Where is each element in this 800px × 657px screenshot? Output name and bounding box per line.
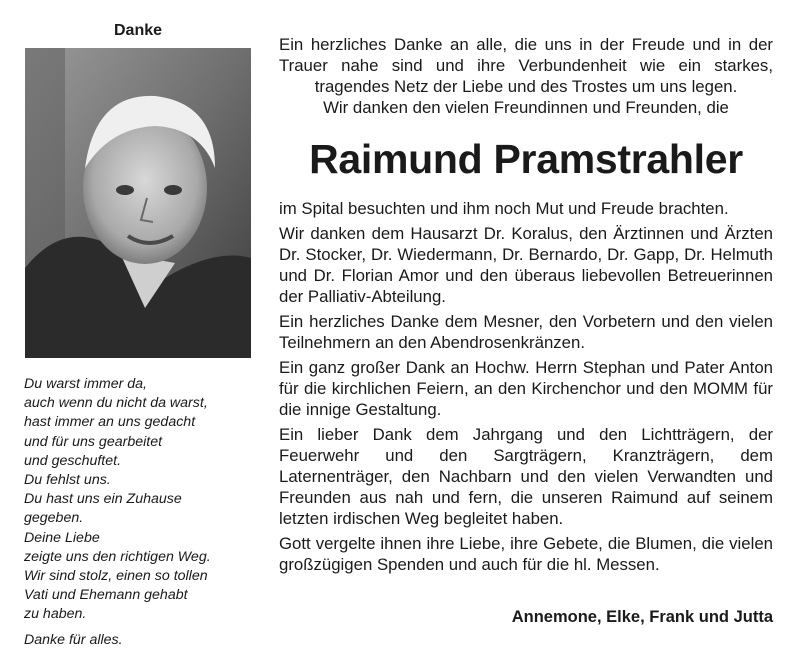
- thanks-paragraph: Gott vergelte ihnen ihre Liebe, ihre Gebete, die Blumen, die vielen großzügigen Spenden und auch für die hl. Messen.: [279, 534, 773, 574]
- poem-line: zeigte uns den richtigen Weg.: [24, 548, 211, 565]
- poem-line: Deine Liebe: [24, 529, 100, 546]
- signoff: Annemone, Elke, Frank und Jutta: [511, 608, 773, 626]
- intro-continuation: Wir danken den vielen Freundinnen und Freunden, die: [323, 98, 729, 117]
- poem-closing: Danke für alles.: [24, 631, 123, 648]
- thanks-paragraph: Ein lieber Dank dem Jahrgang und den Lichtträgern, der Feuerwehr und den Sargträgern, Kranzträgern, dem Laternenträger, den Nachbarn und den vielen Verwandten und Freunden aus nah und fern, die unseren Raimund auf seinem letzten irdischen Weg begleitet haben.: [279, 425, 773, 528]
- poem-line: gegeben.: [24, 510, 84, 527]
- poem-line: Du hast uns ein Zuhause: [24, 491, 182, 508]
- intro-text: Ein herzliches Danke an alle, die uns in der Freude und in der Trauer nahe sind und ihre Verbundenheit wie ein starkes, tragendes Netz der Liebe und des Trostes um uns legen.: [279, 35, 773, 96]
- deceased-name: Raimund Pramstrahler: [309, 136, 743, 182]
- right-column: [279, 34, 773, 579]
- poem-line: Wir sind stolz, einen so tollen: [24, 568, 208, 585]
- poem-line: Du fehlst uns.: [24, 472, 111, 489]
- heading: Danke: [113, 22, 163, 39]
- poem-line: hast immer an uns gedacht: [24, 414, 196, 431]
- poem-line: Vati und Ehemann gehabt: [24, 587, 188, 604]
- poem-line: und für uns gearbeitet: [24, 433, 163, 450]
- portrait-photo-icon: [25, 48, 251, 358]
- thanks-paragraph: Wir danken dem Hausarzt Dr. Koralus, den Ärztinnen und Ärzten Dr. Stocker, Dr. Wiedermann, Dr. Bernardo, Dr. Gapp, Dr. Helmuth und Dr. Florian Amor und den überaus liebevollen Betreuerinnen der Palliativ-Abteilung.: [279, 224, 773, 306]
- thanks-paragraph: Ein herzliches Danke dem Mesner, den Vorbetern und den vielen Teilnehmern an den Abendrosenkränzen.: [279, 312, 773, 352]
- poem-line: und geschuftet.: [24, 452, 122, 469]
- poem-line: auch wenn du nicht da warst,: [24, 395, 208, 412]
- thanks-paragraph: Ein ganz großer Dank an Hochw. Herrn Stephan und Pater Anton für die kirchlichen Feiern, an den Kirchenchor und den MOMM für die innige Gestaltung.: [279, 358, 773, 419]
- poem-line: zu haben.: [24, 606, 87, 623]
- poem: [24, 375, 252, 650]
- thanks-paragraph: im Spital besuchten und ihm noch Mut und Freude brachten.: [279, 199, 729, 218]
- left-column: [24, 18, 252, 650]
- poem-line: Du warst immer da,: [24, 376, 147, 392]
